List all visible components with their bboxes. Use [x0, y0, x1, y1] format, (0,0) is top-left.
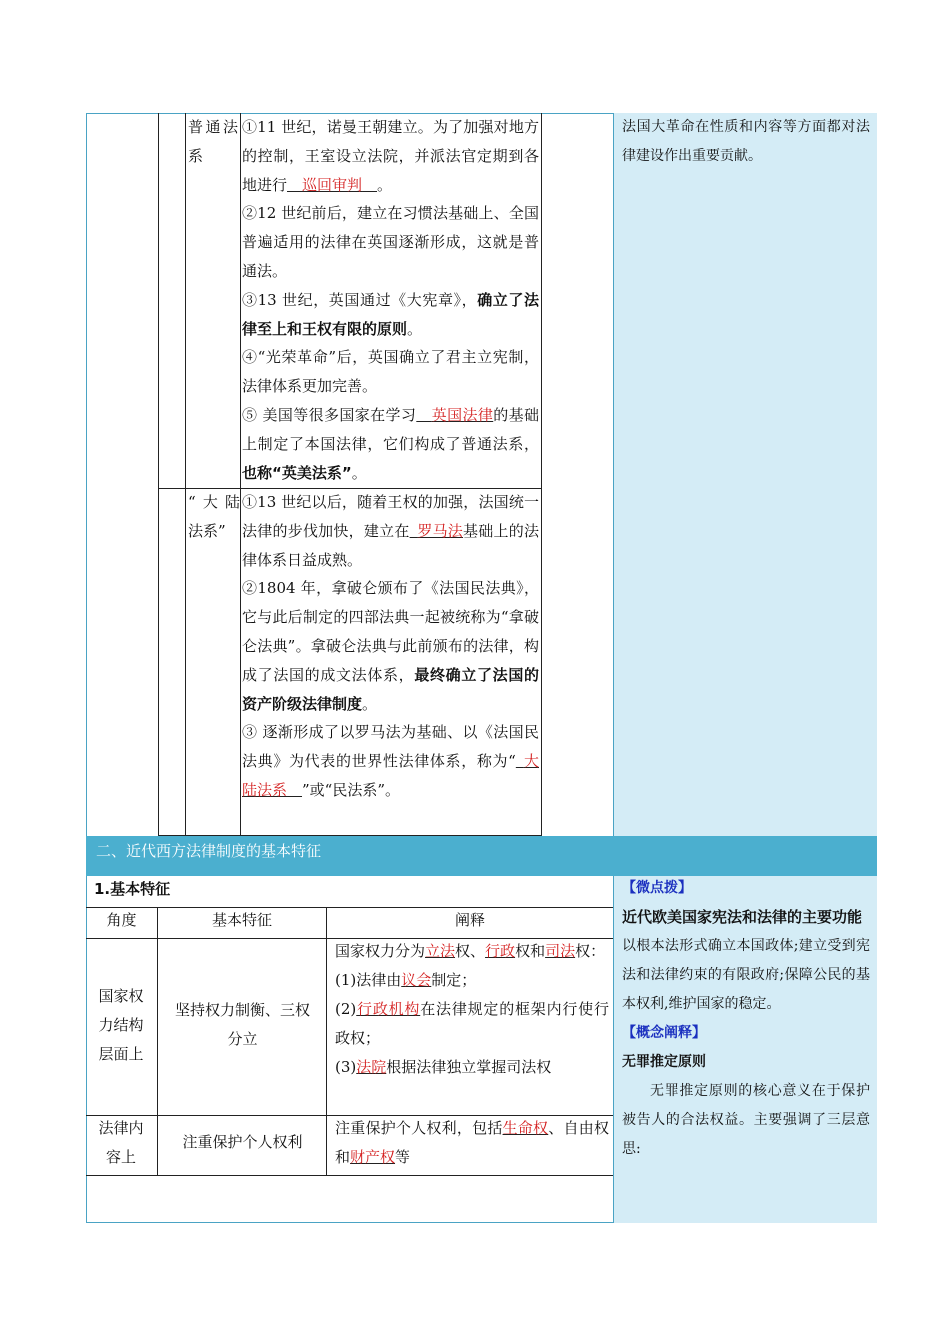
- concept-text: 无罪推定原则的核心意义在于保护被告人的合法权益。主要强调了三层意思:: [622, 1083, 870, 1157]
- table-col-divider: [185, 113, 186, 836]
- concept-tag: 【概念阐释】: [622, 1025, 706, 1041]
- table-col-divider: [240, 113, 241, 836]
- table-left-border: [158, 113, 159, 836]
- answer-blank: 英国法律: [431, 405, 494, 424]
- header-feature: 基本特征: [211, 911, 272, 929]
- header-explanation: 阐释: [454, 911, 485, 929]
- civil-law-label: “大陆法系”: [188, 493, 240, 540]
- common-law-label: 普通法系: [188, 118, 238, 165]
- row1-angle: 国家权力结构层面上: [98, 987, 144, 1063]
- row1-feature: 坚持权力制衡、三权分立: [174, 1001, 310, 1048]
- table-right-border: [541, 113, 542, 836]
- side-note-bottom: [622, 874, 870, 1164]
- tip-heading: 近代欧美国家宪法和法律的主要功能: [622, 908, 863, 926]
- section-title: 二、近代西方法律制度的基本特征: [96, 842, 322, 860]
- common-law-content: ①11 世纪，诺曼王朝建立。为了加强对地方的控制，王室设立法院，并派法官定期到各地进行 巡回审判 。 ②12 世纪前后，建立在习惯法基础上、全国普遍适用的法律在英国逐渐形成，这就是普通法。 ③13 世纪，英国通过《大宪章》，确立了法律至上和王权有限的原则。 ④“光荣革命”后，英国确立了君主立宪制，法律体系更加完善。 ⑤ 美国等很多国家在学习 英国法律的基础上制定了本国法律，它们构成了普通法系，也称“英美法系”。: [242, 118, 539, 482]
- feature-table-bottom: [86, 1175, 613, 1176]
- civil-law-content: ①13 世纪以后，随着王权的加强，法国统一法律的步伐加快，建立在 罗马法基础上的法律体系日益成熟。 ②1804 年，拿破仑颁布了《法国民法典》，它与此后制定的四部法典一起被统称为“拿破仑法典”。拿破仑法典与此前颁布的法律，构成了法国的成文法体系，最终确立了法国的资产阶级法律制度。 ③ 逐渐形成了以罗马法为基础、以《法国民法典》为代表的世界性法律体系，称为“ 大陆法系 ”或“民法系”。: [242, 493, 539, 799]
- concept-heading: 无罪推定原则: [622, 1054, 706, 1070]
- feature-table-col-divider: [157, 907, 158, 1175]
- answer-blank: 罗马法: [417, 521, 464, 540]
- row1-explanation: 国家权力分为立法权、行政权和司法权： (1)法律由议会制定； (2)行政机构在法律规定的框架内行使行政权； (3)法院根据法律独立掌握司法权: [335, 942, 609, 1076]
- side-note-top: 法国大革命在性质和内容等方面都对法律建设作出重要贡献。: [622, 119, 870, 164]
- answer-blank: 大陆法系: [242, 752, 539, 799]
- header-angle: 角度: [106, 911, 137, 929]
- answer-blank: 巡回审判: [302, 175, 363, 194]
- subheading: 1.基本特征: [94, 880, 171, 898]
- row2-feature: 注重保护个人权利: [182, 1133, 303, 1151]
- feature-table-col-divider: [326, 907, 327, 1175]
- row2-angle: 法律内容上: [98, 1119, 144, 1166]
- row2-explanation: 注重保护个人权利，包括生命权、自由权和财产权等: [335, 1119, 609, 1166]
- tip-text: 以根本法形式确立本国政体;建立受到宪法和法律约束的有限政府;保障公民的基本权利,维护国家的稳定。: [622, 938, 870, 1012]
- tip-tag: 【微点拨】: [622, 880, 692, 896]
